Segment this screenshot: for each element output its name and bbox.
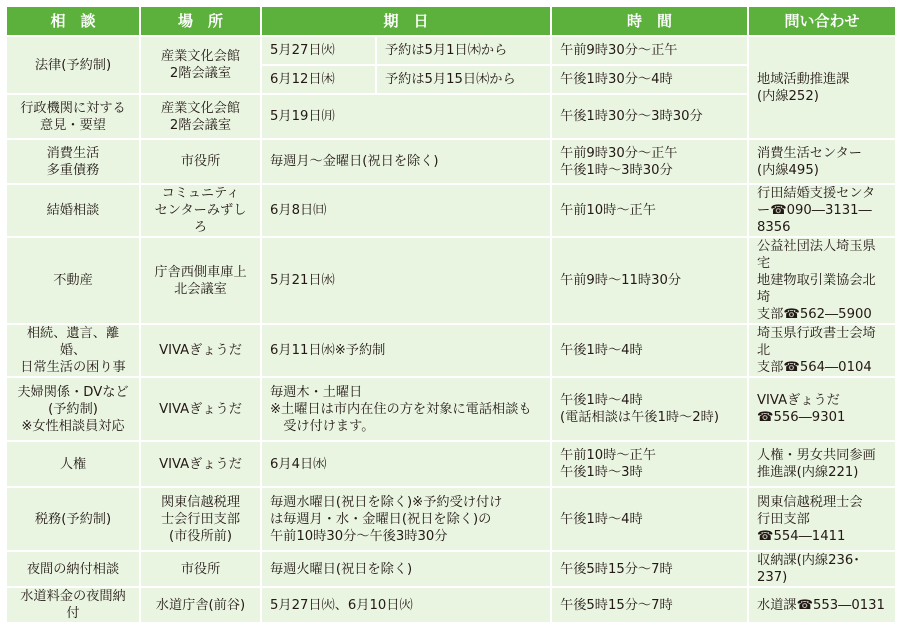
consult-line: 意見・要望 bbox=[40, 117, 106, 133]
contact-line: 支部☎564―0104 bbox=[757, 360, 872, 375]
consult-line: 相続、遺言、離婚、 bbox=[26, 326, 120, 358]
time-cell bbox=[551, 441, 748, 487]
note-cell: 予約は5月1日㈭から bbox=[376, 36, 551, 65]
contact-line: ☎554―1411 bbox=[757, 528, 846, 544]
contact-cell bbox=[748, 184, 896, 237]
contact-line: ☎556―9301 bbox=[757, 410, 846, 425]
date-cell: 6月8日㈰ bbox=[261, 184, 551, 237]
header-date: 期 日 bbox=[261, 6, 551, 36]
table-row bbox=[6, 441, 896, 487]
table-row bbox=[6, 324, 896, 377]
date-line: は毎週月・水・金曜日(祝日を除く)の bbox=[270, 511, 492, 527]
time-cell: 午前9時～11時30分 bbox=[551, 237, 748, 324]
date-cell: 5月27日㈫、6月10日㈫ bbox=[261, 587, 551, 623]
time-cell: 午前9時30分～正午 bbox=[551, 36, 748, 65]
consult-cell: 不動産 bbox=[6, 237, 140, 324]
place-line: 関東信越税理 bbox=[160, 494, 241, 510]
time-cell: 午後1時～4時 bbox=[551, 487, 748, 551]
contact-line: 支部☎562―5900 bbox=[757, 307, 872, 322]
contact-line: 地建物取引業協会北埼 bbox=[757, 273, 876, 305]
time-cell bbox=[551, 139, 748, 184]
time-cell bbox=[551, 377, 748, 441]
time-cell: 午後5時15分～7時 bbox=[551, 551, 748, 587]
consult-line: ※女性相談員対応 bbox=[21, 418, 125, 434]
contact-line: 関東信越税理士会 bbox=[757, 494, 863, 510]
contact-line: 埼玉県行政書士会埼北 bbox=[757, 326, 876, 358]
consult-line: 行政機関に対する bbox=[20, 100, 126, 116]
consult-line: 消費生活 bbox=[46, 145, 100, 161]
consult-cell: 結婚相談 bbox=[6, 184, 140, 237]
place-line: 2階会議室 bbox=[169, 117, 232, 133]
consult-line: 夫婦関係・DVなど bbox=[17, 384, 129, 400]
consult-cell: 水道料金の夜間納付 bbox=[6, 587, 140, 623]
place-line: 北会議室 bbox=[174, 281, 227, 297]
contact-line: (内線252) bbox=[757, 88, 819, 104]
header-consult: 相 談 bbox=[6, 6, 140, 36]
date-cell: 6月4日㈬ bbox=[261, 441, 551, 487]
consultation-schedule-table bbox=[5, 5, 897, 624]
place-line: (市役所前) bbox=[168, 528, 233, 544]
contact-line: 消費生活センター bbox=[757, 145, 862, 161]
consult-line: 日常生活の困り事 bbox=[20, 360, 126, 375]
place-cell: VIVAぎょうだ bbox=[140, 441, 261, 487]
place-line: 士会行田支部 bbox=[160, 511, 241, 527]
place-line: コミュニティ bbox=[161, 186, 240, 201]
place-cell bbox=[140, 487, 261, 551]
contact-cell: 収納課(内線236･237) bbox=[748, 551, 896, 587]
note-cell: 予約は5月15日㈭から bbox=[376, 65, 551, 94]
place-cell: 市役所 bbox=[140, 551, 261, 587]
time-cell: 午前10時～正午 bbox=[551, 184, 748, 237]
date-cell bbox=[261, 487, 551, 551]
date-cell: 毎週火曜日(祝日を除く) bbox=[261, 551, 551, 587]
time-cell: 午後1時～4時 bbox=[551, 324, 748, 377]
table-row bbox=[6, 551, 896, 587]
contact-cell bbox=[748, 139, 896, 184]
consult-cell: 税務(予約制) bbox=[6, 487, 140, 551]
contact-line: ー☎090―3131― bbox=[757, 203, 872, 218]
date-cell: 6月11日㈬※予約制 bbox=[261, 324, 551, 377]
time-line: (電話相談は午後1時～2時) bbox=[560, 410, 719, 425]
header-time: 時 間 bbox=[551, 6, 748, 36]
contact-cell bbox=[748, 377, 896, 441]
table-row bbox=[6, 139, 896, 184]
header-contact: 問い合わせ bbox=[748, 6, 896, 36]
place-line: センターみずしろ bbox=[154, 203, 247, 235]
place-cell: 水道庁舎(前谷) bbox=[140, 587, 261, 623]
time-cell: 午後5時15分～7時 bbox=[551, 587, 748, 623]
consult-cell bbox=[6, 94, 140, 139]
contact-line: (内線495) bbox=[757, 162, 819, 178]
consult-cell bbox=[6, 377, 140, 441]
consult-line: (予約制) bbox=[48, 401, 98, 417]
place-cell bbox=[140, 94, 261, 139]
header-row bbox=[6, 6, 896, 36]
time-line: 午前9時30分～正午 bbox=[560, 145, 678, 161]
date-line: 午前10時30分～午後3時30分 bbox=[270, 528, 448, 544]
contact-cell bbox=[748, 237, 896, 324]
contact-cell bbox=[748, 324, 896, 377]
table-row bbox=[6, 36, 896, 65]
date-line: 毎週木・土曜日 bbox=[270, 384, 363, 400]
place-cell bbox=[140, 237, 261, 324]
date-cell: 毎週月～金曜日(祝日を除く) bbox=[261, 139, 551, 184]
table-row bbox=[6, 237, 896, 324]
date-cell: 5月19日㈪ bbox=[261, 94, 551, 139]
consult-line: 多重債務 bbox=[46, 162, 100, 178]
time-line: 午後1時～3時30分 bbox=[560, 162, 673, 178]
time-cell: 午後1時30分～4時 bbox=[551, 65, 748, 94]
contact-line: 人権・男女共同参画 bbox=[757, 448, 876, 463]
consult-cell bbox=[6, 324, 140, 377]
consult-cell: 人権 bbox=[6, 441, 140, 487]
consult-cell bbox=[6, 139, 140, 184]
place-line: 庁舎西側車庫上 bbox=[154, 264, 247, 280]
date-cell: 5月21日㈬ bbox=[261, 237, 551, 324]
contact-line: 推進課(内線221) bbox=[757, 465, 859, 480]
consult-cell: 夜間の納付相談 bbox=[6, 551, 140, 587]
place-line: 産業文化会館 bbox=[160, 100, 241, 116]
contact-line: 地域活動推進課 bbox=[757, 71, 850, 87]
date-note: ※土曜日は市内在住の方を対象に電話相談も受け付けます。 bbox=[270, 401, 532, 434]
contact-cell bbox=[748, 487, 896, 551]
time-line: 午後1時～3時 bbox=[560, 465, 643, 480]
contact-line: 8356 bbox=[757, 220, 791, 235]
contact-line: VIVAぎょうだ bbox=[757, 393, 840, 408]
time-line: 午後1時～4時 bbox=[560, 393, 643, 408]
date-line: 毎週水曜日(祝日を除く)※予約受け付け bbox=[270, 494, 503, 510]
time-cell: 午後1時30分～3時30分 bbox=[551, 94, 748, 139]
place-cell bbox=[140, 36, 261, 94]
contact-cell: 水道課☎553―0131 bbox=[748, 587, 896, 623]
place-line: 産業文化会館 bbox=[160, 49, 241, 64]
table-row bbox=[6, 587, 896, 623]
time-line: 午前10時～正午 bbox=[560, 448, 656, 463]
table-row bbox=[6, 377, 896, 441]
place-cell: VIVAぎょうだ bbox=[140, 324, 261, 377]
contact-cell bbox=[748, 36, 896, 139]
consult-cell: 法律(予約制) bbox=[6, 36, 140, 94]
contact-line: 行田支部 bbox=[757, 511, 810, 527]
place-cell bbox=[140, 184, 261, 237]
contact-line: 行田結婚支援センタ bbox=[757, 186, 876, 201]
place-cell: VIVAぎょうだ bbox=[140, 377, 261, 441]
table-row bbox=[6, 487, 896, 551]
date-cell: 6月12日㈭ bbox=[261, 65, 376, 94]
place-line: 2階会議室 bbox=[169, 66, 232, 81]
contact-cell bbox=[748, 441, 896, 487]
place-cell: 市役所 bbox=[140, 139, 261, 184]
date-cell: 5月27日㈫ bbox=[261, 36, 376, 65]
header-place: 場 所 bbox=[140, 6, 261, 36]
contact-line: 公益社団法人埼玉県宅 bbox=[757, 239, 876, 271]
table-row bbox=[6, 184, 896, 237]
date-cell bbox=[261, 377, 551, 441]
